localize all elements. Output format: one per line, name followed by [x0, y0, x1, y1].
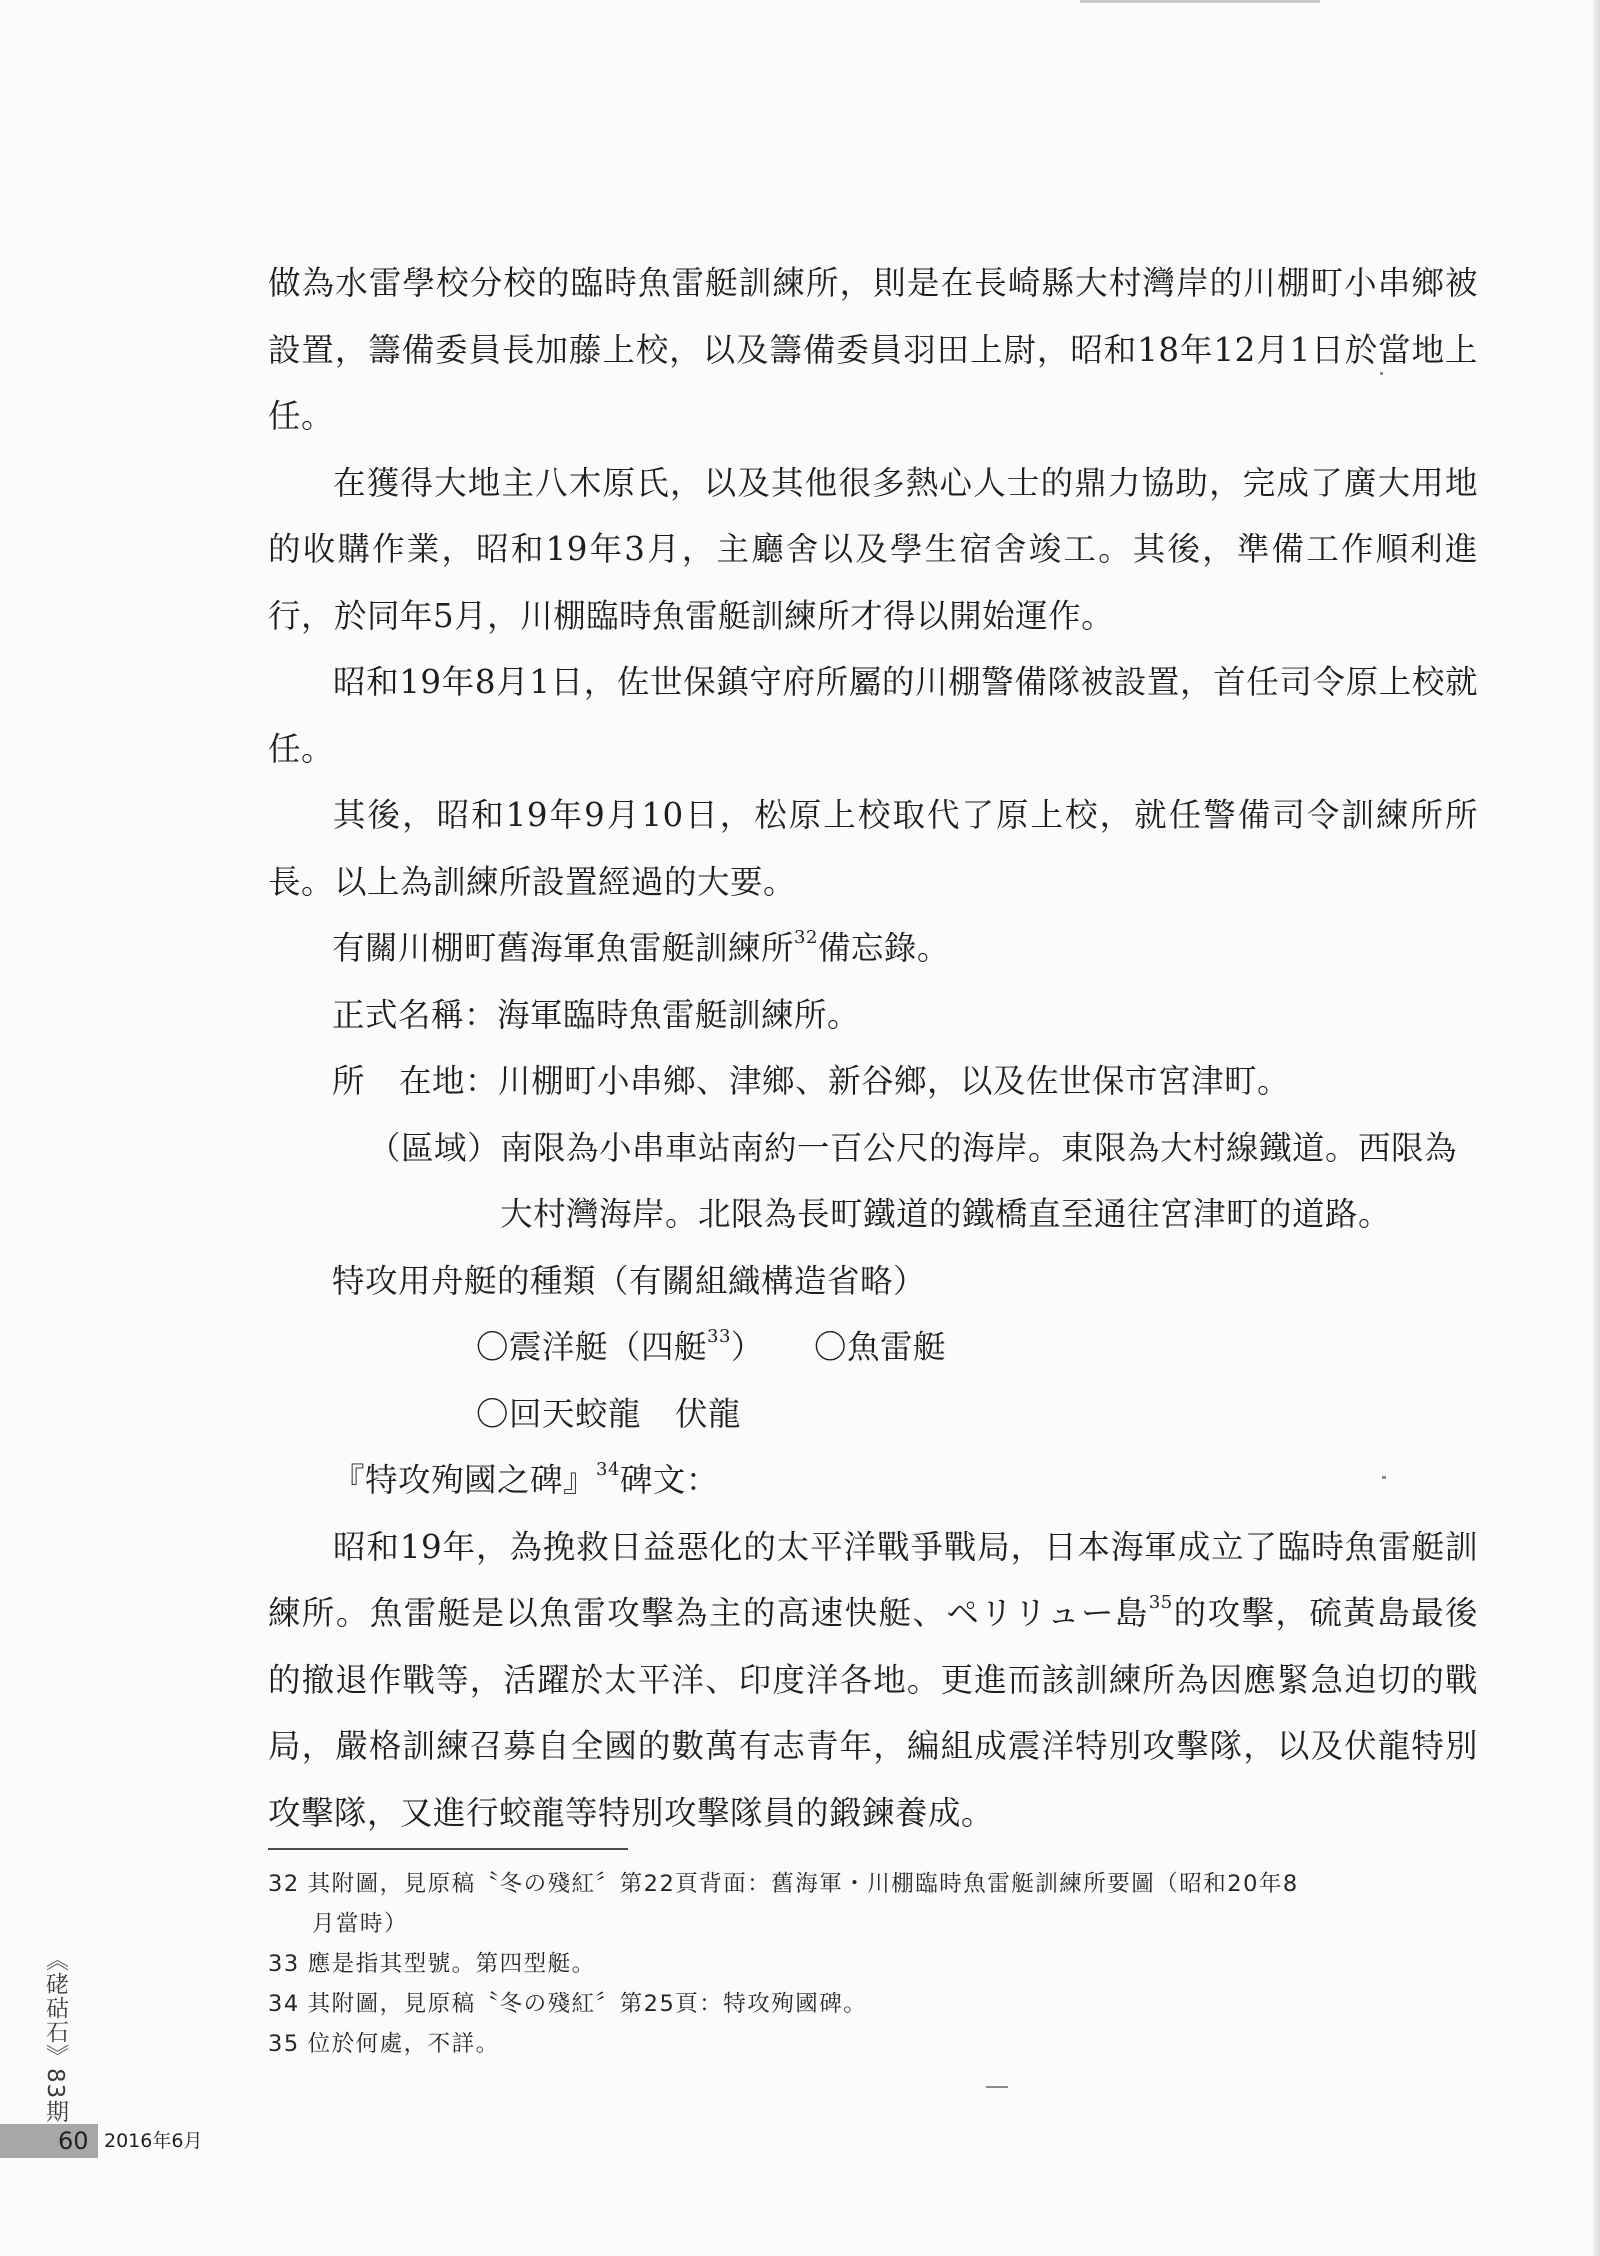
stele-heading	[268, 1447, 1478, 1514]
region-text: 南限為小串車站南約一百公尺的海岸。東限為大村線鐵道。西限為大村灣海岸。北限為長町鐵道的鐵橋直至通往宮津町的道路。	[500, 1128, 1458, 1233]
region-block	[268, 1115, 1478, 1248]
official-name-line: 正式名稱：海軍臨時魚雷艇訓練所。	[332, 995, 861, 1034]
stele-title: 『特攻殉國之碑』	[332, 1461, 597, 1499]
boat-list-row-2	[268, 1381, 1478, 1448]
top-rule	[1080, 0, 1320, 3]
scan-speck	[1380, 372, 1383, 375]
issue-date: 2016年6月	[104, 2130, 203, 2152]
scan-speck	[986, 2086, 1008, 2088]
boat-item-torpedo: 〇魚雷艇	[813, 1328, 946, 1366]
footnote-ref-34: 34	[596, 1459, 620, 1481]
location-text: 在地：川棚町小串鄉、津鄉、新谷鄉，以及佐世保市宮津町。	[399, 1062, 1291, 1100]
footnote-35: 35 位於何處，不詳。	[268, 2031, 500, 2057]
footnote-34: 34 其附圖，見原稿〝冬の殘紅〞第25頁：特攻殉國碑。	[268, 1991, 868, 2017]
footnote-ref-35: 35	[1148, 1592, 1173, 1614]
journal-title: 《硓𥑮石》83期	[42, 1948, 68, 2124]
paragraph-1: 做為水雷學校分校的臨時魚雷艇訓練所，則是在長崎縣大村灣岸的川棚町小串鄉被設置，籌備委員長加藤上校，以及籌備委員羽田上尉，昭和18年12月1日於當地上任。	[268, 264, 1478, 435]
article-body	[268, 250, 1478, 1846]
paragraph-2: 在獲得大地主八木原氏，以及其他很多熱心人士的鼎力協助，完成了廣大用地的收購作業，昭和19年3月，主廳舍以及學生宿舍竣工。其後，準備工作順利進行，於同年5月，川棚臨時魚雷艇訓練所才得以開始運作。	[268, 463, 1478, 635]
footnote-ref-32: 32	[794, 927, 818, 949]
scan-speck	[1382, 1476, 1386, 1479]
footnotes	[268, 1864, 1478, 2064]
boat-item-fukuryu: 伏龍	[675, 1394, 742, 1433]
boats-heading: 特攻用舟艇的種類（有關組織構造省略）	[332, 1261, 927, 1300]
location-line	[268, 1048, 1478, 1115]
boat-item-shinyo: 〇震洋艇（四艇$^{33}$）	[476, 1326, 764, 1366]
paragraph-4: 其後，昭和19年9月10日，松原上校取代了原上校，就任警備司令訓練所所長。以上為訓練所設置經過的大要。	[268, 796, 1478, 901]
memo-text: 有關川棚町舊海軍魚雷艇訓練所	[332, 929, 795, 967]
footnote-32-continued: 月當時）	[312, 1911, 409, 1937]
memo-text-end: 備忘錄。	[817, 929, 950, 967]
paragraph-5: 昭和19年，為挽救日益惡化的太平洋戰爭戰局，日本海軍成立了臨時魚雷艇訓練所。魚雷艇是以魚雷攻擊為主的高速快艇、ペリリュー島$^{35}$的攻擊，硫黃島最後的撤退作戰等，活躍於太平洋、印度洋各地。更進而該訓練所為因應緊急迫切的戰局，嚴格訓練召募自全國的數萬有志青年，編組成震洋特別攻擊隊，以及伏龍特別攻擊隊，又進行蛟龍等特別攻擊隊員的鍛鍊養成。	[268, 1527, 1478, 1832]
page-number: 60	[58, 2127, 89, 2155]
footnote-ref-33: 33	[707, 1326, 731, 1348]
footnote-32: 32 其附圖，見原稿〝冬の殘紅〞第22頁背面：舊海軍・川棚臨時魚雷艇訓練所要圖（昭和20年8	[268, 1871, 1299, 1897]
boat-item-kaiten: 〇回天蛟龍	[476, 1394, 642, 1433]
memo-line	[268, 915, 1478, 982]
region-label: （區域）	[368, 1128, 501, 1167]
page-edge-shadow	[1593, 0, 1600, 2256]
footnote-33: 33 應是指其型號。第四型艇。	[268, 1951, 596, 1977]
location-label-a: 所	[332, 1062, 366, 1100]
stele-label: 碑文：	[619, 1461, 719, 1499]
paragraph-3: 昭和19年8月1日，佐世保鎮守府所屬的川棚警備隊被設置，首任司令原上校就任。	[268, 663, 1478, 768]
boat-list-row-1	[268, 1314, 1478, 1381]
footnote-divider	[268, 1848, 628, 1850]
